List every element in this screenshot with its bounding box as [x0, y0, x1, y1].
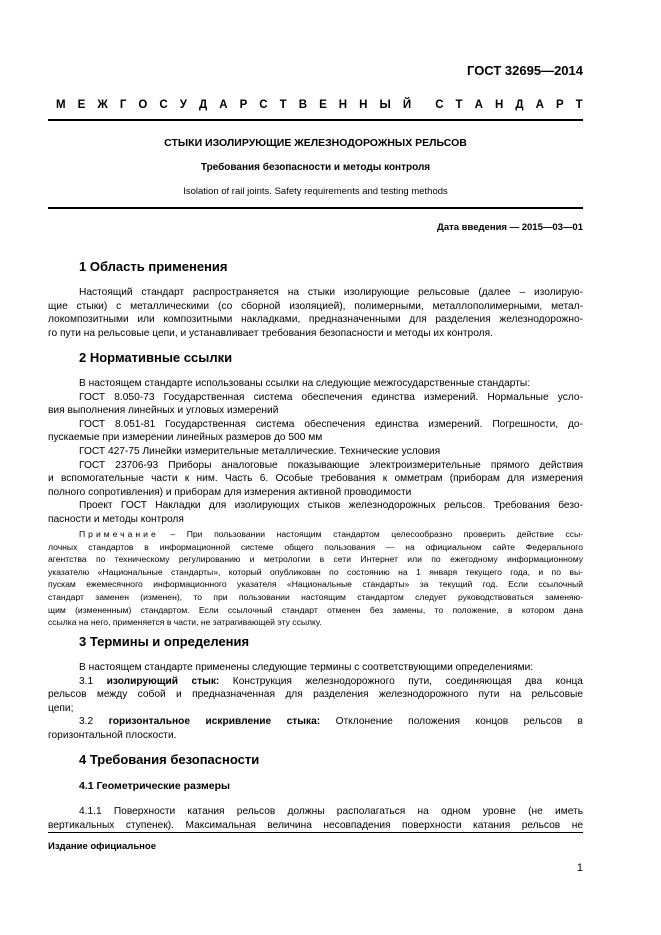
banner-letter: А [219, 99, 228, 111]
text-line: локомпозитными или композитными накладками, предназначенными для разделения железнодорожно- [48, 314, 583, 326]
note-line: пускам ежемесячного информационного указателя «Национальные стандарты» за текущий год. Если ссылочный [48, 579, 583, 590]
page-number: 1 [576, 862, 583, 874]
banner-letter: А [535, 99, 544, 111]
text-line: 4.1.1 Поверхности катания рельсов должны располагаться на одном уровне (не иметь [79, 806, 583, 817]
banner-letter: У [179, 99, 187, 111]
term-number: 3.1 [79, 675, 94, 687]
note-label: Примечание [79, 529, 159, 539]
text-line: Проект ГОСТ Накладки для изолирующих стыков железнодорожных рельсов. Требования безо- [79, 500, 583, 512]
term-name: горизонтальное искривление стыка: [108, 716, 321, 728]
banner-letter: М [56, 99, 66, 111]
banner-letter: Д [515, 99, 524, 111]
text-line: горизонтальной плоскости. [48, 729, 177, 741]
term-line [48, 675, 583, 689]
text-line: вертикальных ступенек). Максимальная величина несовпадения поверхности катания рельсов не [48, 819, 583, 831]
text-line: ГОСТ 8.050-73 Государственная система обеспечения единства измерений. Нормальные усло- [79, 391, 583, 403]
banner-letter: Ж [97, 99, 108, 111]
term-number: 3.2 [79, 716, 94, 728]
banner-letter: С [259, 99, 268, 111]
banner-letter: Т [455, 99, 463, 111]
text-line: цепи; [48, 702, 74, 714]
note-line: указателю «Национальные стандарты», который опубликован по состоянию на 1 января текущего года, и по вы- [48, 566, 583, 577]
document-title-english: Isolation of rail joints. Safety requirements and testing methods [183, 186, 448, 197]
text-line: вия выполнения линейных и угловых измерений [48, 405, 279, 417]
section-4-heading: 4 Требования безопасности [79, 752, 260, 767]
banner-letter: Р [239, 99, 248, 111]
text-line: ГОСТ 8.051-81 Государственная система обеспечения единства измерений. Погрешности, до- [79, 418, 583, 430]
banner-letter: В [298, 99, 308, 111]
subsection-4-1-heading: 4.1 Геометрические размеры [79, 780, 230, 792]
section-1-paragraph [48, 286, 583, 340]
banner-letter: С [435, 99, 444, 111]
term-name: изолирующий стык: [106, 675, 220, 687]
header-rule-bottom [48, 207, 583, 209]
banner-letter: Н [338, 99, 348, 111]
banner-letter: Р [555, 99, 564, 111]
banner-letter: Е [77, 99, 86, 111]
document-title: СТЫКИ ИЗОЛИРУЮЩИЕ ЖЕЛЕЗНОДОРОЖНЫХ РЕЛЬСОВ [164, 137, 467, 149]
note-line: щим (измененным) стандартом. Если ссылочный стандарт отменен без замены, то положение, в котором дана [48, 604, 583, 615]
banner-letter: Е [319, 99, 327, 111]
note-text: – При пользовании настоящим стандартом целесообразно проверить действие ссы- [158, 529, 583, 539]
note-line: стандарт заменен (изменен), то при пользовании настоящим стандартом следует руководствоваться заменяю- [48, 591, 583, 602]
official-edition-label: Издание официальное [48, 841, 156, 852]
text-line: пускаемые при измерении линейных размеров до 500 мм [48, 432, 323, 444]
banner-letter: Ы [379, 99, 391, 111]
text-line: В настоящем стандарте использованы ссылки на следующие межгосударственные стандарты: [79, 378, 531, 389]
banner-letter: Т [575, 99, 583, 111]
introduction-date: Дата введения — 2015—03—01 [437, 222, 583, 233]
note-line [48, 528, 583, 541]
text-line: рельсов между собой и предназначенная для разделения железнодорожного пути на рельсовые [48, 689, 583, 701]
term-definition: Конструкция железнодорожного пути, соединяющая два конца [232, 675, 583, 687]
note-line: ссылка на него, применяется в части, не затрагивающей эту ссылку. [48, 617, 322, 628]
section-2-references [48, 377, 583, 527]
text-line: ГОСТ 427-75 Линейки измерительные металлические. Технические условия [79, 445, 441, 457]
note-line: агентства по техническому регулированию и метрологии в сети Интернет или по ежегодному информационному [48, 554, 583, 565]
banner-letter: Н [359, 99, 368, 111]
note-line: лочных стандартов в информационной системе общего пользования — на официальном сайте Федерального [48, 541, 583, 552]
banner-letter: Г [119, 99, 127, 111]
banner-letter: С [159, 99, 168, 111]
footer-rule [48, 832, 583, 833]
banner-letter: Й [402, 99, 412, 111]
banner-letter: О [138, 99, 148, 111]
banner-letter: Д [198, 99, 208, 111]
text-line: полного сопротивления) и приборам для измерения активной проводимости [48, 486, 412, 498]
document-subtitle: Требования безопасности и методы контроля [200, 162, 431, 173]
banner-letter: А [474, 99, 483, 111]
banner-letter: Т [279, 99, 287, 111]
references-note [48, 528, 583, 629]
term-line [48, 715, 583, 729]
banner-letter: Н [494, 99, 504, 111]
section-1-heading: 1 Область применения [79, 259, 228, 274]
header-rule-top [48, 119, 583, 121]
standard-number: ГОСТ 32695—2014 [467, 63, 583, 78]
interstate-standard-banner [56, 99, 583, 111]
term-definition: Отклонение положения концов рельсов в [335, 716, 583, 728]
section-4-paragraph [48, 805, 583, 832]
text-line: и вспомогательные части к ним. Часть 6. Особые требования к омметрам (приборам для измерения [48, 473, 583, 485]
text-line: ГОСТ 23706-93 Приборы аналоговые показывающие электроизмерительные прямого действия [79, 459, 583, 471]
text-line: щие стыки) с металлическими (со сборной изоляцией), полимерными, металлополимерными, метал- [48, 300, 583, 312]
section-3-heading: 3 Термины и определения [79, 634, 250, 649]
text-line: пасности и методы контроля [48, 513, 184, 525]
section-3-terms [48, 661, 583, 743]
section-2-heading: 2 Нормативные ссылки [79, 350, 233, 365]
text-line: Настоящий стандарт распространяется на стыки изолирующие рельсовые (далее – изолирую- [79, 287, 583, 298]
text-line: го пути на рельсовые цепи, и устанавливает требования безопасности и методы их контроля. [48, 327, 493, 339]
text-line: В настоящем стандарте применены следующие термины с соответствующими определениями: [79, 662, 534, 673]
